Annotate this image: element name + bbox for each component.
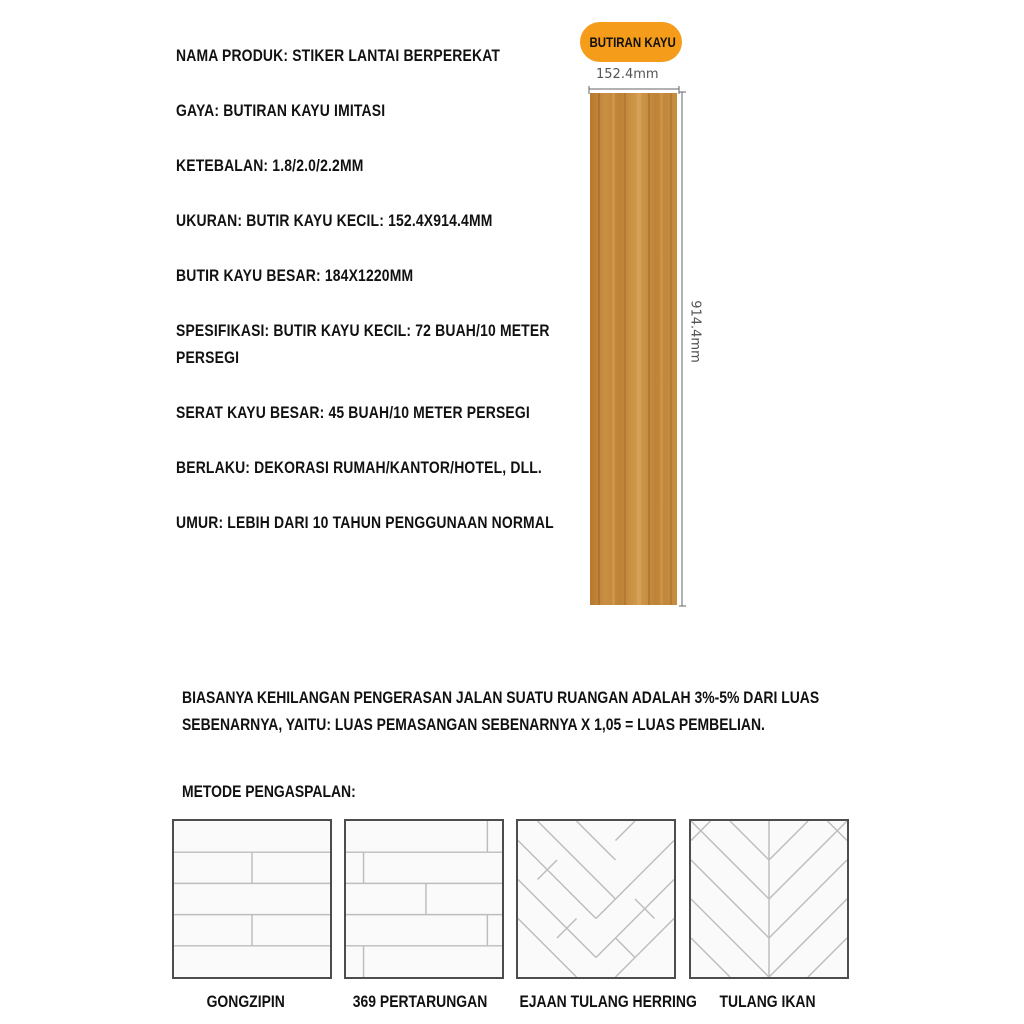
spec-lifespan: UMUR: LEBIH DARI 10 TAHUN PENGGUNAAN NORMAL (176, 513, 554, 532)
wood-plank-sample (590, 93, 677, 605)
pattern-label-text: TULANG IKAN (719, 992, 817, 1011)
spec-specification: SPESIFIKASI: BUTIR KAYU KECIL: 72 BUAH/10 METER (176, 321, 550, 340)
height-dimension-label: 914.4mm (687, 300, 703, 363)
wood-grain-badge (580, 22, 682, 62)
waste-note-line-1: BIASANYA KEHILANGAN PENGERASAN JALAN SUATU RUANGAN ADALAH 3%-5% DARI LUAS (182, 688, 820, 707)
spec-large-grain: SERAT KAYU BESAR: 45 BUAH/10 METER PERSEGI (176, 403, 530, 422)
wood-grain-line (670, 93, 672, 605)
pattern-gongzipin (172, 819, 332, 979)
height-dimension-line (677, 91, 687, 607)
wood-grain-line (648, 93, 650, 605)
offset-plank-diagram (346, 821, 502, 977)
pattern-label-369 (320, 992, 520, 1012)
pattern-label-text: 369 PERTARUNGAN (352, 992, 488, 1011)
spec-size-small: UKURAN: BUTIR KAYU KECIL: 152.4X914.4MM (176, 211, 493, 230)
spec-product-name: NAMA PRODUK: STIKER LANTAI BERPEREKAT (176, 46, 501, 65)
spec-applicable: BERLAKU: DEKORASI RUMAH/KANTOR/HOTEL, DLL. (176, 458, 542, 477)
badge-label: BUTIRAN KAYU (589, 34, 676, 50)
wood-grain-line (624, 93, 626, 605)
width-dimension-label: 152.4mm (596, 67, 659, 82)
staggered-plank-diagram (174, 821, 330, 977)
fishbone-diagram (691, 821, 847, 977)
pattern-herringbone (516, 819, 676, 979)
pattern-label-text: EJAAN TULANG HERRING (519, 992, 697, 1011)
wood-grain-line (660, 93, 663, 605)
laying-methods-title: METODE PENGASPALAN: (182, 782, 356, 801)
waste-note-line-2: SEBENARNYA, YAITU: LUAS PEMASANGAN SEBENARNYA X 1,05 = LUAS PEMBELIAN. (182, 715, 765, 734)
spec-size-large: BUTIR KAYU BESAR: 184X1220MM (176, 266, 414, 285)
wood-grain-line (612, 93, 615, 605)
spec-specification-cont: PERSEGI (176, 348, 240, 367)
pattern-label-fishbone (668, 992, 868, 1012)
spec-style: GAYA: BUTIRAN KAYU IMITASI (176, 101, 386, 120)
pattern-369 (344, 819, 504, 979)
waste-note (182, 684, 842, 738)
pattern-label-gongzipin (146, 992, 346, 1012)
spec-thickness: KETEBALAN: 1.8/2.0/2.2MM (176, 156, 364, 175)
wood-grain-line (598, 93, 600, 605)
herringbone-diagram (518, 821, 674, 977)
pattern-fishbone (689, 819, 849, 979)
pattern-label-text: GONGZIPIN (206, 992, 286, 1011)
wood-grain-line (637, 93, 641, 605)
